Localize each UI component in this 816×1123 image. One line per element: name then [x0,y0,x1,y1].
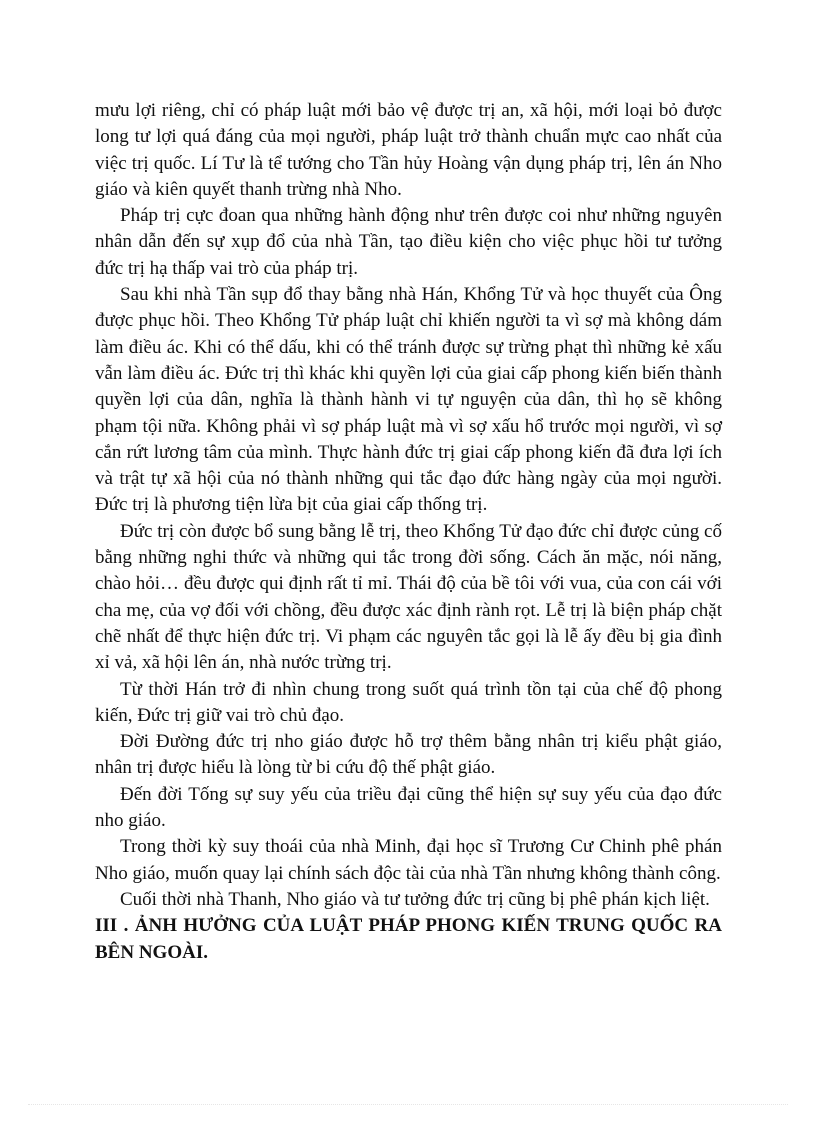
paragraph-han-onwards: Từ thời Hán trở đi nhìn chung trong suốt quá trình tồn tại của chế độ phong kiến, Đức trị giữ vai trò chủ đạo. [95,678,722,726]
document-page [95,98,722,966]
paragraph-legalism-continued: mưu lợi riêng, chỉ có pháp luật mới bảo vệ được trị an, xã hội, mới loại bỏ được long tư lợi quá đáng của mọi người, pháp luật trở thành chuẩn mực cao nhất của việc trị quốc. Lí Tư là tể tướng cho Tần hủy Hoàng vận dụng pháp trị, lên án Nho giáo và kiên quyết thanh trừng nhà Nho. [95,100,722,200]
paragraph-han-dynasty-confucius: Sau khi nhà Tần sụp đổ thay bằng nhà Hán, Khổng Tử và học thuyết của Ông được phục hồi. Theo Khổng Tử pháp luật chỉ khiến người ta vì sợ mà không dám làm điều ác. Khi có thể dấu, khi có thể tránh được sự trừng phạt thì những kẻ xấu vẫn làm điều ác. Đức trị thì khác khi quyền lợi của giai cấp phong kiến biến thành quyền lợi của dân, nghĩa là thành hành vi tự nguyện của dân, thì họ sẽ không phạm tội nữa. Không phải vì sợ pháp luật mà vì sợ xấu hổ trước mọi người, vì sợ cắn rứt lương tâm của mình. Thực hành đức trị giai cấp phong kiến đã đưa lợi ích và trật tự xã hội của nó thành những qui tắc đạo đức hàng ngày của mọi người. Đức trị là phương tiện lừa bịt của giai cấp thống trị. [95,284,722,516]
paragraph-song-dynasty: Đến đời Tống sự suy yếu của triều đại cũng thể hiện sự suy yếu của đạo đức nho giáo. [95,783,722,832]
paragraph-ming-dynasty: Trong thời kỳ suy thoái của nhà Minh, đại học sĩ Trương Cư Chinh phê phán Nho giáo, muốn quay lại chính sách độc tài của nhà Tần nhưng không thành công. [95,836,722,884]
section-heading: III . ẢNH HƯỞNG CỦA LUẬT PHÁP PHONG KIẾN TRUNG QUỐC RA BÊN NGOÀI. [95,915,722,963]
paragraph-qing-dynasty: Cuối thời nhà Thanh, Nho giáo và tư tưởng đức trị cũng bị phê phán kịch liệt. [120,888,710,910]
paragraph-extreme-legalism: Pháp trị cực đoan qua những hành động như trên được coi như những nguyên nhân dẫn đến sự xụp đổ của nhà Tần, tạo điều kiện cho việc phục hồi tư tưởng đức trị hạ thấp vai trò của pháp trị. [95,205,722,279]
page-bottom-divider [28,1104,788,1105]
paragraph-tang-dynasty: Đời Đường đức trị nho giáo được hỗ trợ thêm bằng nhân trị kiểu phật giáo, nhân trị được hiểu là lòng từ bi cứu độ thế phật giáo. [95,731,722,779]
paragraph-rule-by-rites: Đức trị còn được bổ sung bằng lễ trị, theo Khổng Tử đạo đức chỉ được củng cố bằng những nghi thức và những qui tắc trong đời sống. Cách ăn mặc, nói năng, chào hỏi… đều được qui định rất tỉ mỉ. Thái độ của bề tôi với vua, của con cái với cha mẹ, của vợ đối với chồng, đều được xác định rành rọt. Lễ trị là biện pháp chặt chẽ nhất để thực hiện đức trị. Vi phạm các nguyên tắc gọi là lễ ấy đều bị gia đình xỉ vả, xã hội lên án, nhà nước trừng trị. [95,520,722,674]
